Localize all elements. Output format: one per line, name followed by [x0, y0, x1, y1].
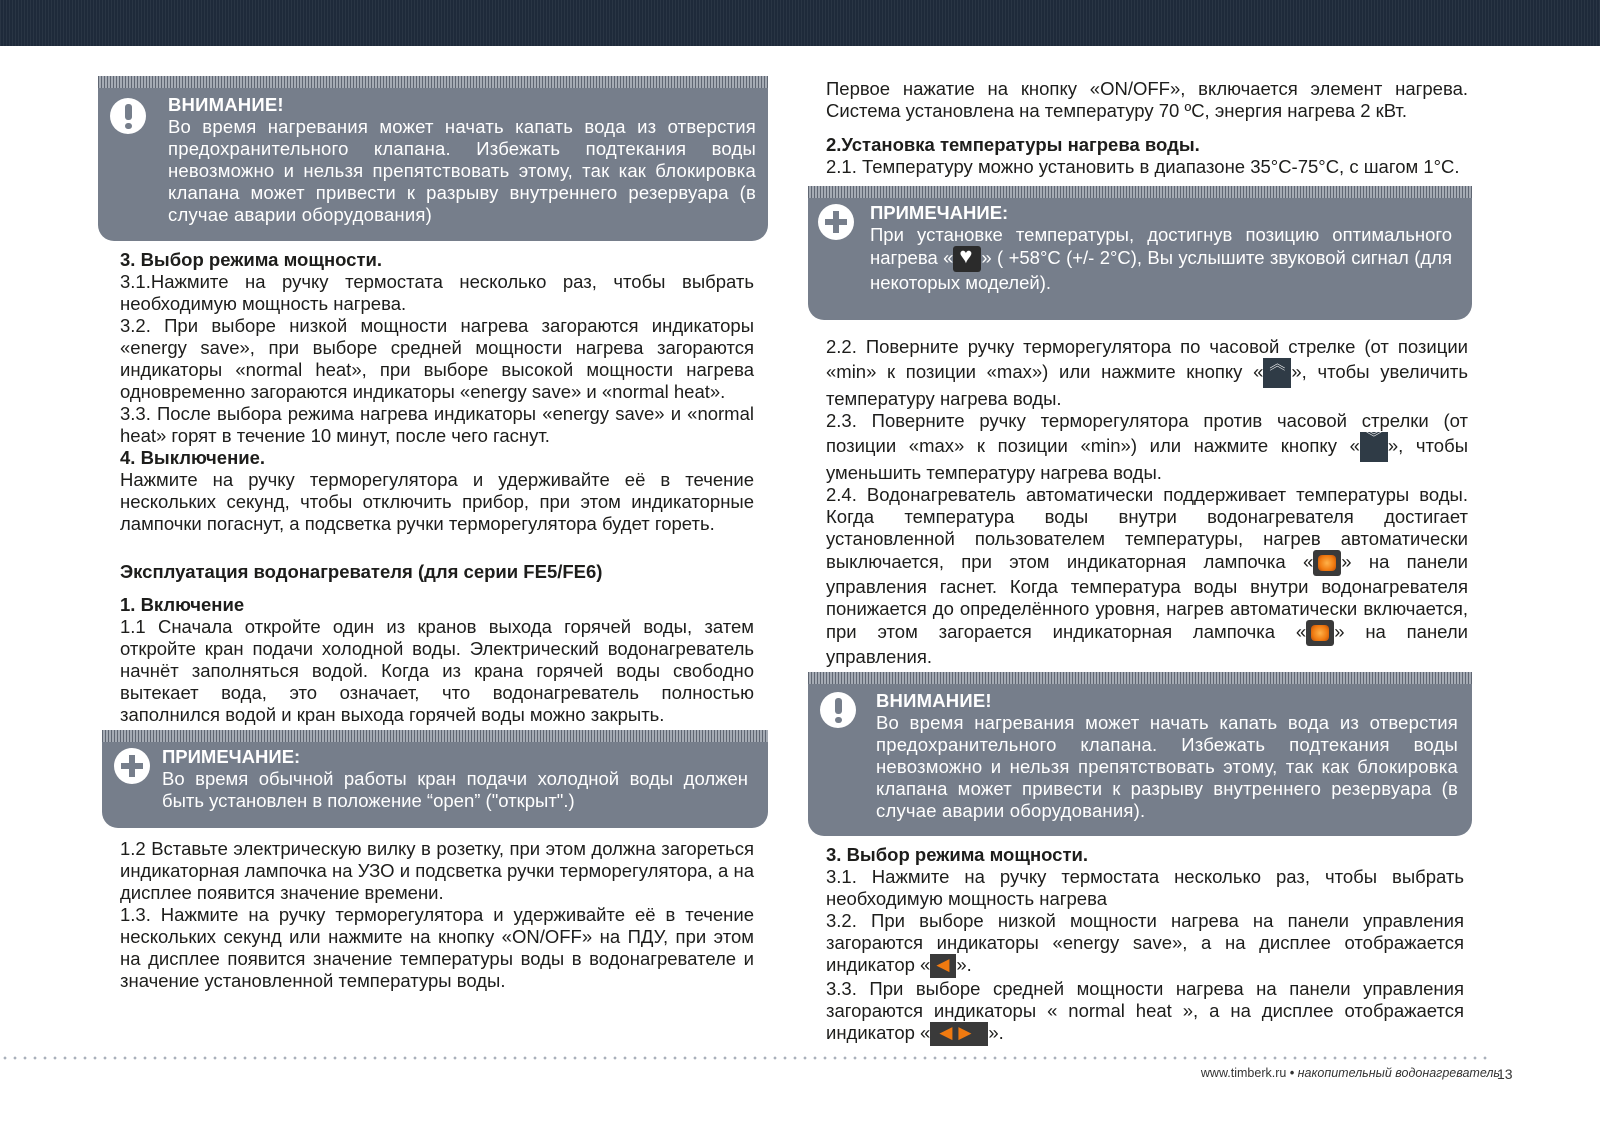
- section-heading: Эксплуатация водонагревателя (для серии FE5/FE6): [120, 561, 603, 582]
- note-box-right: [808, 186, 1472, 320]
- note-title: ПРИМЕЧАНИЕ:: [162, 746, 301, 767]
- footer-separator: •: [1286, 1066, 1298, 1080]
- paragraph: 3.1.Нажмите на ручку термостата несколько раз, чтобы выбрать необходимую мощность нагрева.: [120, 271, 754, 314]
- text-block-right: [808, 78, 1480, 178]
- paragraph: 3.1. Нажмите на ручку термостата несколько раз, чтобы выбрать необходимую мощность нагрева: [826, 866, 1464, 909]
- section-title: 4. Выключение.: [120, 447, 266, 468]
- exclamation-icon: [110, 98, 146, 134]
- right-column: [808, 78, 1480, 1046]
- page-number: 13: [1497, 1066, 1513, 1082]
- note-text: Во время обычной работы кран подачи холодной воды должен быть установлен в положение “open” ("открыт".): [162, 768, 748, 811]
- paragraph: [826, 410, 1468, 484]
- text-part: » на панели управления.: [826, 620, 1468, 667]
- paragraph: 1.2 Вставьте электрическую вилку в розетку, при этом должна загореться индикаторная лампочка на УЗО и подсветка ручки терморегулятора, а на дисплее появится значение времени.: [120, 838, 754, 903]
- indicator-normal-heat-icon: [930, 1022, 988, 1046]
- text-block-left: [98, 241, 770, 726]
- box-stripe: [808, 672, 1472, 684]
- text-block-right-2: [808, 320, 1480, 668]
- heart-symbol-icon: [953, 246, 981, 272]
- text-block-left-2: [98, 828, 770, 992]
- warning-box-right: [808, 672, 1472, 836]
- dotted-divider: [0, 1056, 1490, 1060]
- footer-site: www.timberk.ru: [1200, 1066, 1287, 1080]
- arrow-up-button-icon: ︽: [1263, 358, 1291, 388]
- note-text-part: » ( +58°С (+/- 2°С), Вы услышите звуковой сигнал (для некоторых моделей).: [870, 246, 1452, 293]
- text-part: 2.3. Поверните ручку терморегулятора против часовой стрелки (от позиции «max» к позиции «min») или нажмите кнопку «: [826, 410, 1468, 456]
- warning-text: Во время нагревания может начать капать вода из отверстия предохранительного клапана. Избежать подтекания воды невозможно и нельзя препятствовать этому, так как блокировка клапана может привести к разрыву внутреннего резервуара (в случае аварии оборудования): [168, 116, 756, 225]
- note-text: [870, 224, 1452, 294]
- section-title: 3. Выбор режима мощности.: [120, 249, 383, 270]
- paragraph: 3.3. После выбора режима нагрева индикаторы «energy save» и «normal heat» горят в течение 10 минут, после чего гаснут.: [120, 403, 754, 446]
- section-title: 2.Установка температуры нагрева воды.: [826, 134, 1200, 155]
- text-part: » на панели управления гаснет. Когда температура воды внутри водонагревателя понижается до определённого уровня, нагрев автоматически включается, при этом загорается индикаторная лампочка «: [826, 550, 1468, 642]
- warning-title: ВНИМАНИЕ!: [168, 94, 284, 115]
- paragraph: 1.1 Сначала откройте один из кранов выхода горячей воды, затем откройте кран подачи холодной воды. Электрический водонагреватель начнёт заполняться водой. Когда из крана горячей воды свободно вытекает вода, это означает, что водонагреватель полностью заполнился водой и кран выхода горячей воды можно закрыть.: [120, 616, 754, 725]
- text-part: 3.3. При выборе средней мощности нагрева на панели управления загораются индикаторы « normal heat », а на дисплее отображается индикатор «: [826, 978, 1464, 1044]
- box-stripe: [808, 186, 1472, 198]
- section-title: 3. Выбор режима мощности.: [826, 844, 1089, 865]
- text-part: ».: [988, 1022, 1004, 1044]
- text-part: 2.4. Водонагреватель автоматически поддерживает температуры воды. Когда температура воды внутри водонагревателя достигает установленной пользователем температуры, нагрев автоматически выключается, при этом индикаторная лампочка «: [826, 484, 1468, 572]
- note-box-left: [102, 730, 768, 828]
- footer-description: накопительный водонагреватель: [1297, 1066, 1500, 1080]
- warning-title: ВНИМАНИЕ!: [876, 690, 992, 711]
- heating-lamp-icon: [1313, 550, 1341, 576]
- arrow-down-button-icon: ︾: [1360, 432, 1388, 462]
- plus-icon: [114, 748, 150, 784]
- box-stripe: [102, 730, 768, 742]
- exclamation-icon: [820, 692, 856, 728]
- heating-lamp-icon: [1306, 620, 1334, 646]
- text-part: ».: [956, 954, 972, 975]
- note-text-part: При установке температуры, достигнув позицию оптимального нагрева «: [870, 224, 1452, 268]
- paragraph: Нажмите на ручку терморегулятора и удерживайте её в течение нескольких секунд, чтобы отключить прибор, при этом индикаторные лампочки погаснут, а подсветка ручки терморегулятора будет гореть.: [120, 469, 754, 534]
- paragraph: Первое нажатие на кнопку «ON/OFF», включается элемент нагрева. Система установлена на температуру 70 ºС, энергия нагрева 2 кВт.: [826, 78, 1468, 121]
- text-part: », чтобы увеличить температуру нагрева воды.: [826, 360, 1468, 409]
- warning-box-left: [98, 76, 768, 241]
- text-part: », чтобы уменьшить температуру нагрева воды.: [826, 434, 1468, 483]
- top-banner: [0, 0, 1600, 46]
- warning-text: Во время нагревания может начать капать вода из отверстия предохранительного клапана. Избежать подтекания воды невозможно и нельзя препятствовать этому, так как блокировка клапана может привести к разрыву внутреннего резервуара (в случае аварии оборудования).: [876, 712, 1458, 821]
- paragraph: 2.1. Температуру можно установить в диапазоне 35°С-75°С, с шагом 1°С.: [826, 156, 1460, 177]
- plus-icon: [818, 204, 854, 240]
- paragraph: 1.3. Нажмите на ручку терморегулятора и удерживайте её в течение нескольких секунд или нажмите на кнопку «ON/OFF» на ПДУ, при этом на дисплее появится значение температуры воды в водонагревателе и значение установленной температуры воды.: [120, 904, 754, 991]
- paragraph: [826, 978, 1464, 1046]
- text-block-right-3: [808, 836, 1480, 1046]
- paragraph: [826, 484, 1468, 668]
- section-title: 1. Включение: [120, 594, 245, 615]
- paragraph: [826, 910, 1464, 978]
- note-title: ПРИМЕЧАНИЕ:: [870, 202, 1009, 223]
- paragraph: [826, 336, 1468, 410]
- box-stripe: [98, 76, 768, 88]
- text-part: 2.2. Поверните ручку терморегулятора по часовой стрелке (от позиции «min» к позиции «max») или нажмите кнопку «: [826, 336, 1468, 382]
- paragraph: 3.2. При выборе низкой мощности нагрева загораются индикаторы «energy save», при выборе средней мощности нагрева загораются индикаторы «normal heat», при выборе высокой мощности нагрева одновременно загораются индикаторы «energy save» и «normal heat».: [120, 315, 754, 402]
- footer: [1100, 1066, 1500, 1080]
- indicator-energy-save-icon: [930, 954, 956, 978]
- text-part: 3.2. При выборе низкой мощности нагрева на панели управления загораются индикаторы «energy save», а на дисплее отображается индикатор «: [826, 910, 1464, 975]
- left-column: [98, 76, 770, 992]
